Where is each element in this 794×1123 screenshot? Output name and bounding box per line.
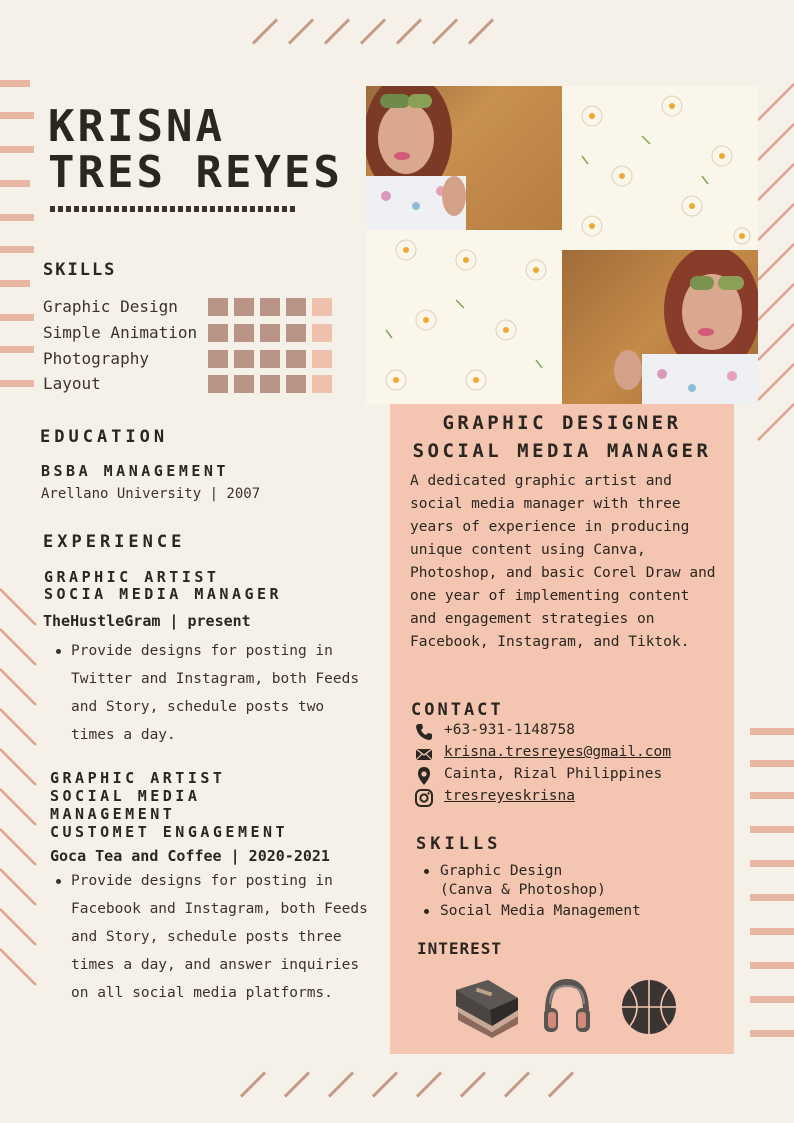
skill-level-filled	[234, 350, 254, 368]
instagram-handle[interactable]: tresreyeskrisna	[444, 788, 575, 804]
education-degree: BSBA MANAGEMENT	[41, 462, 229, 480]
daisy-pattern	[366, 230, 562, 404]
interest-heading: INTEREST	[417, 939, 503, 958]
person-name	[48, 101, 343, 198]
skills-secondary-heading: SKILLS	[416, 834, 502, 854]
skill-level-filled	[260, 350, 280, 368]
skill-level-filled	[286, 324, 306, 342]
job-title-line: SOCIA MEDIA MANAGER	[44, 585, 283, 603]
contact-heading: CONTACT	[411, 700, 504, 720]
daisy-pattern	[562, 86, 758, 250]
books-icon	[452, 976, 522, 1038]
skill-item	[43, 374, 101, 396]
skill-label: Graphic Design	[43, 297, 178, 316]
skill-level-filled	[208, 324, 228, 342]
profile-photo-2	[562, 250, 758, 404]
location-text: Cainta, Rizal Philippines	[444, 766, 663, 782]
portrait-illustration	[562, 250, 758, 404]
skill-level-filled	[286, 350, 306, 368]
skill-text-sub: (Canva & Photoshop)	[440, 882, 606, 898]
name-line1: KRISNA	[48, 101, 225, 152]
skill-level-filled	[208, 350, 228, 368]
job-company: TheHustleGram | present	[43, 612, 251, 630]
headphones-icon	[540, 976, 594, 1038]
skill-level-filled	[260, 298, 280, 316]
education-heading: EDUCATION	[40, 427, 169, 447]
skill-label: Photography	[43, 349, 149, 368]
job-bullet-text: Provide designs for posting in Facebook and Instagram, both Feeds and Story, schedule posts three times a day, and answer inquiries on all social media platforms.	[71, 873, 368, 1001]
skill-item	[43, 297, 178, 319]
skill-level-filled	[260, 375, 280, 393]
job-title-line: CUSTOMET ENGAGEMENT	[50, 823, 289, 841]
skill-level-filled	[208, 298, 228, 316]
left-decor-diagonals	[0, 585, 40, 1015]
role-line1: GRAPHIC DESIGNER	[442, 412, 682, 434]
education-school: Arellano University | 2007	[41, 486, 261, 502]
skill-level-filled	[234, 298, 254, 316]
experience-heading: EXPERIENCE	[43, 532, 186, 552]
location-pin-icon	[414, 766, 434, 786]
skill-text: Graphic Design	[440, 863, 563, 879]
job-title-line: MANAGEMENT	[50, 805, 176, 823]
right-decor-diagonals	[756, 80, 794, 470]
phone-number: +63-931-1148758	[444, 722, 575, 738]
skill-level-empty	[312, 324, 332, 342]
job-bullet-text: Provide designs for posting in Twitter and Instagram, both Feeds and Story, schedule posts two times a day.	[71, 643, 360, 743]
skills-heading: SKILLS	[43, 260, 117, 280]
skill-level-filled	[286, 298, 306, 316]
name-underline-dots	[50, 206, 296, 212]
email-link[interactable]: krisna.tresreyes@gmail.com	[444, 744, 671, 760]
envelope-icon	[414, 744, 434, 764]
portrait-illustration	[366, 86, 562, 230]
name-line2: TRES REYES	[48, 147, 343, 198]
skill-level-filled	[208, 375, 228, 393]
skill-level-empty	[312, 375, 332, 393]
skill-label: Simple Animation	[43, 323, 198, 342]
skill-item	[43, 323, 197, 345]
skill-level-empty	[312, 298, 332, 316]
floral-pattern-2	[366, 230, 562, 404]
floral-pattern-1	[562, 86, 758, 250]
basketball-icon	[620, 978, 678, 1036]
job-title-line: SOCIAL MEDIA	[50, 787, 201, 805]
job-title-line: GRAPHIC ARTIST	[50, 769, 226, 787]
bullet-dot	[56, 879, 61, 884]
instagram-icon	[414, 788, 434, 808]
skill-level-filled	[234, 324, 254, 342]
job-title-line: GRAPHIC ARTIST	[44, 568, 220, 586]
job-company: Goca Tea and Coffee | 2020-2021	[50, 847, 330, 865]
skill-level-filled	[260, 324, 280, 342]
profile-photo-1	[366, 86, 562, 230]
skill-level-filled	[234, 375, 254, 393]
bullet-dot	[56, 649, 61, 654]
skill-level-filled	[286, 375, 306, 393]
phone-icon	[414, 722, 434, 742]
bullet-dot	[424, 869, 429, 874]
bullet-dot	[424, 909, 429, 914]
profile-panel	[390, 404, 734, 1054]
role-line2: SOCIAL MEDIA MANAGER	[412, 440, 712, 462]
skill-item	[43, 349, 149, 371]
profile-summary: A dedicated graphic artist and social media manager with three years of experience in producing unique content using Canva, Photoshop, and basic Corel Draw and one year of implementing content and engagement strategies on Facebook, Instagram, and Tiktok.	[410, 473, 716, 650]
skill-text: Social Media Management	[440, 903, 641, 919]
skill-level-empty	[312, 350, 332, 368]
photo-collage	[366, 86, 758, 404]
job-title	[44, 569, 282, 603]
job-title	[50, 769, 288, 841]
skill-label: Layout	[43, 374, 101, 393]
